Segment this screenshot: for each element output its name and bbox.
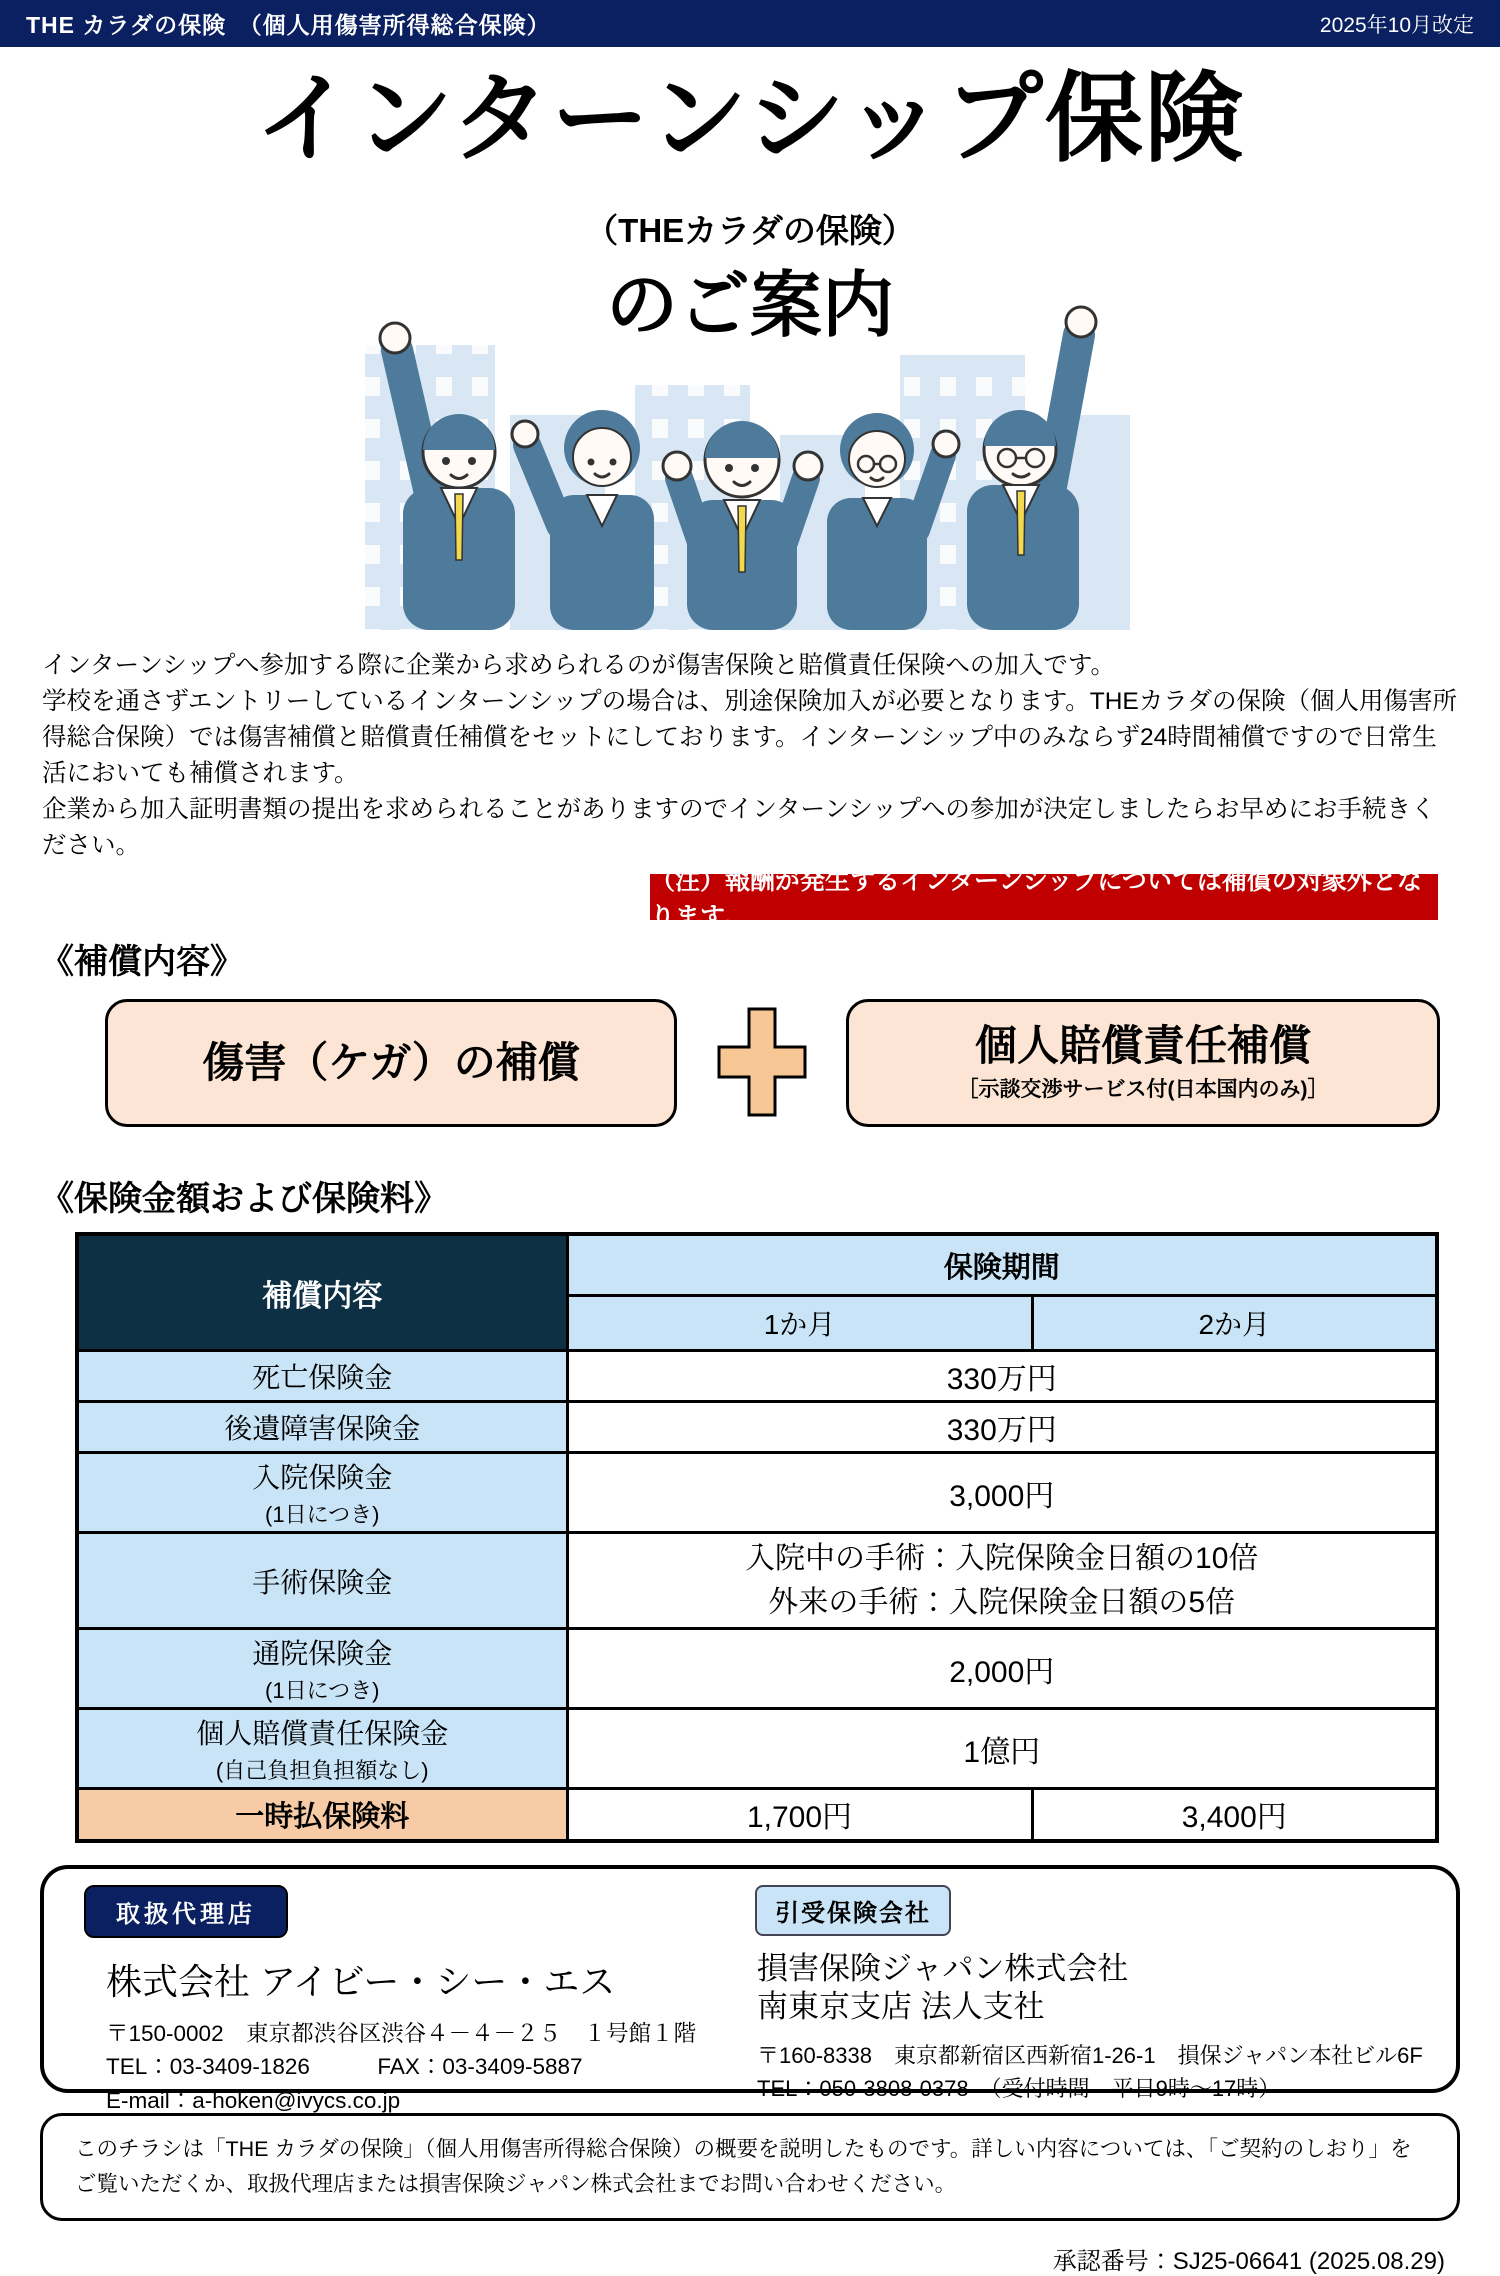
table-row	[77, 1533, 1437, 1629]
row-value-death: 330万円	[567, 1351, 1437, 1402]
agency-address	[106, 2017, 755, 2118]
row-value-surgery	[567, 1533, 1437, 1629]
top-header-bar	[0, 0, 1500, 47]
row-label-disability: 後遺障害保険金	[77, 1402, 567, 1453]
table-row	[77, 1709, 1437, 1789]
insurer-name	[757, 1950, 1426, 2028]
row-label-surgery: 手術保険金	[77, 1533, 567, 1629]
insurer-address-line: 〒160-8338 東京都新宿区西新宿1-26-1 損保ジャパン本社ビル6F	[757, 2043, 1423, 2068]
table-row	[77, 1629, 1437, 1709]
agency-telfax-line: TEL：03-3409-1826 FAX：03-3409-5887	[106, 2054, 583, 2080]
intro-paragraph-2: 学校を通さずエントリーしているインターンシップの場合は、別途保険加入が必要となります。THEカラダの保険（個人用傷害所得総合保険）では傷害補償と賠償責任補償をセットにしております。インターンシップ中のみならず24時間補償ですので日常生活においても補償されます。	[42, 688, 1457, 787]
premium-table	[75, 1232, 1439, 1843]
agency-address-line: 〒150-0002 東京都渋谷区渋谷４－４－２５ １号館１階	[106, 2020, 697, 2046]
table-corner-header: 補償内容	[77, 1234, 567, 1351]
row-label-liability	[77, 1709, 567, 1789]
injury-coverage-label: 傷害（ケガ）の補償	[202, 1038, 580, 1086]
insurer-badge: 引受保険会社	[755, 1885, 951, 1936]
insurer-tel-line: TEL：050-3808-0378 （受付時間 平日9時～17時）	[757, 2076, 1281, 2101]
liability-coverage-box	[846, 999, 1440, 1127]
row-label-outpatient	[77, 1629, 567, 1709]
row-label-hospitalization	[77, 1453, 567, 1533]
premium-2m-value: 3,400円	[1032, 1789, 1437, 1841]
period-col-1m: 1か月	[567, 1296, 1032, 1351]
row-value-disability: 330万円	[567, 1402, 1437, 1453]
coverage-boxes-row	[0, 983, 1500, 1127]
intro-paragraph-3: 企業から加入証明書類の提出を求められることがありますのでインターンシップへの参加が決定しましたらお早めにお手続きください。	[42, 796, 1436, 859]
premium-table-wrap	[0, 1220, 1500, 1843]
row-value-outpatient: 2,000円	[567, 1629, 1437, 1709]
product-name-label: THE カラダの保険 （個人用傷害所得総合保険）	[26, 12, 551, 38]
surgery-value-line1: 入院中の手術：入院保険金日額の10倍	[745, 1542, 1259, 1575]
row-label-death: 死亡保険金	[77, 1351, 567, 1402]
table-row	[77, 1351, 1437, 1402]
row-label-premium: 一時払保険料	[77, 1789, 567, 1841]
insurer-column	[755, 1885, 1426, 2101]
row-label-text: 入院保険金	[252, 1462, 393, 1493]
table-row	[77, 1453, 1437, 1533]
agency-column	[84, 1885, 755, 2113]
footer-note-box: このチラシは「THE カラダの保険」（個人用傷害所得総合保険）の概要を説明したものです。詳しい内容については、「ご契約のしおり」をご覧いただくか、取扱代理店または損害保険ジャパン株式会社までお問い合わせください。	[40, 2113, 1460, 2222]
agency-badge: 取扱代理店	[84, 1885, 288, 1938]
period-col-2m: 2か月	[1032, 1296, 1437, 1351]
page-title: インターンシップ保険	[255, 63, 1245, 173]
row-label-sub: (1日につき)	[265, 1678, 380, 1703]
table-row	[77, 1789, 1437, 1841]
liability-coverage-label: 個人賠償責任補償	[974, 1021, 1311, 1069]
approval-number: 承認番号：SJ25-06641 (2025.08.29)	[1052, 2248, 1445, 2276]
row-label-text: 個人賠償責任保険金	[196, 1718, 449, 1749]
liability-coverage-sublabel: ［示談交渉サービス付(日本国内のみ)］	[957, 1078, 1329, 1102]
insurer-address	[757, 2039, 1426, 2105]
premium-section-heading: 《保険金額および保険料》	[40, 1180, 448, 1218]
page-title-tail: のご案内	[605, 266, 894, 346]
coverage-section-heading: 《補償内容》	[40, 943, 244, 981]
injury-coverage-box	[105, 999, 677, 1127]
intro-text	[0, 632, 1500, 864]
revision-date-label: 2025年10月改定	[1319, 13, 1474, 37]
row-label-sub: (自己負担負担額なし)	[215, 1758, 429, 1783]
intro-paragraph-1: インターンシップへ参加する際に企業から求められるのが傷害保険と賠償責任保険への加入です。	[42, 652, 1115, 679]
exclusion-notice-banner: （注）報酬が発生するインターンシップについては補償の対象外となります。	[650, 874, 1438, 920]
surgery-value-line2: 外来の手術：入院保険金日額の5倍	[768, 1585, 1236, 1619]
row-label-sub: (1日につき)	[265, 1502, 380, 1527]
agency-email-line: E-mail：a-hoken@ivycs.co.jp	[106, 2088, 401, 2113]
premium-1m-value: 1,700円	[567, 1789, 1032, 1841]
period-header: 保険期間	[567, 1234, 1437, 1296]
companies-box	[40, 1865, 1460, 2113]
insurer-name-line2: 南東京支店 法人支社	[757, 1989, 1045, 2025]
row-value-liability: 1億円	[567, 1709, 1437, 1789]
hero-section	[0, 47, 1500, 632]
insurer-name-line1: 損害保険ジャパン株式会社	[757, 1950, 1129, 1986]
agency-name: 株式会社 アイビー・シー・エス	[106, 1960, 616, 2002]
row-label-text: 通院保険金	[252, 1638, 393, 1669]
row-value-hospitalization: 3,000円	[567, 1453, 1437, 1533]
plus-icon	[716, 1003, 808, 1123]
page-subtitle: （THEカラダの保険）	[585, 212, 915, 249]
table-row	[77, 1402, 1437, 1453]
